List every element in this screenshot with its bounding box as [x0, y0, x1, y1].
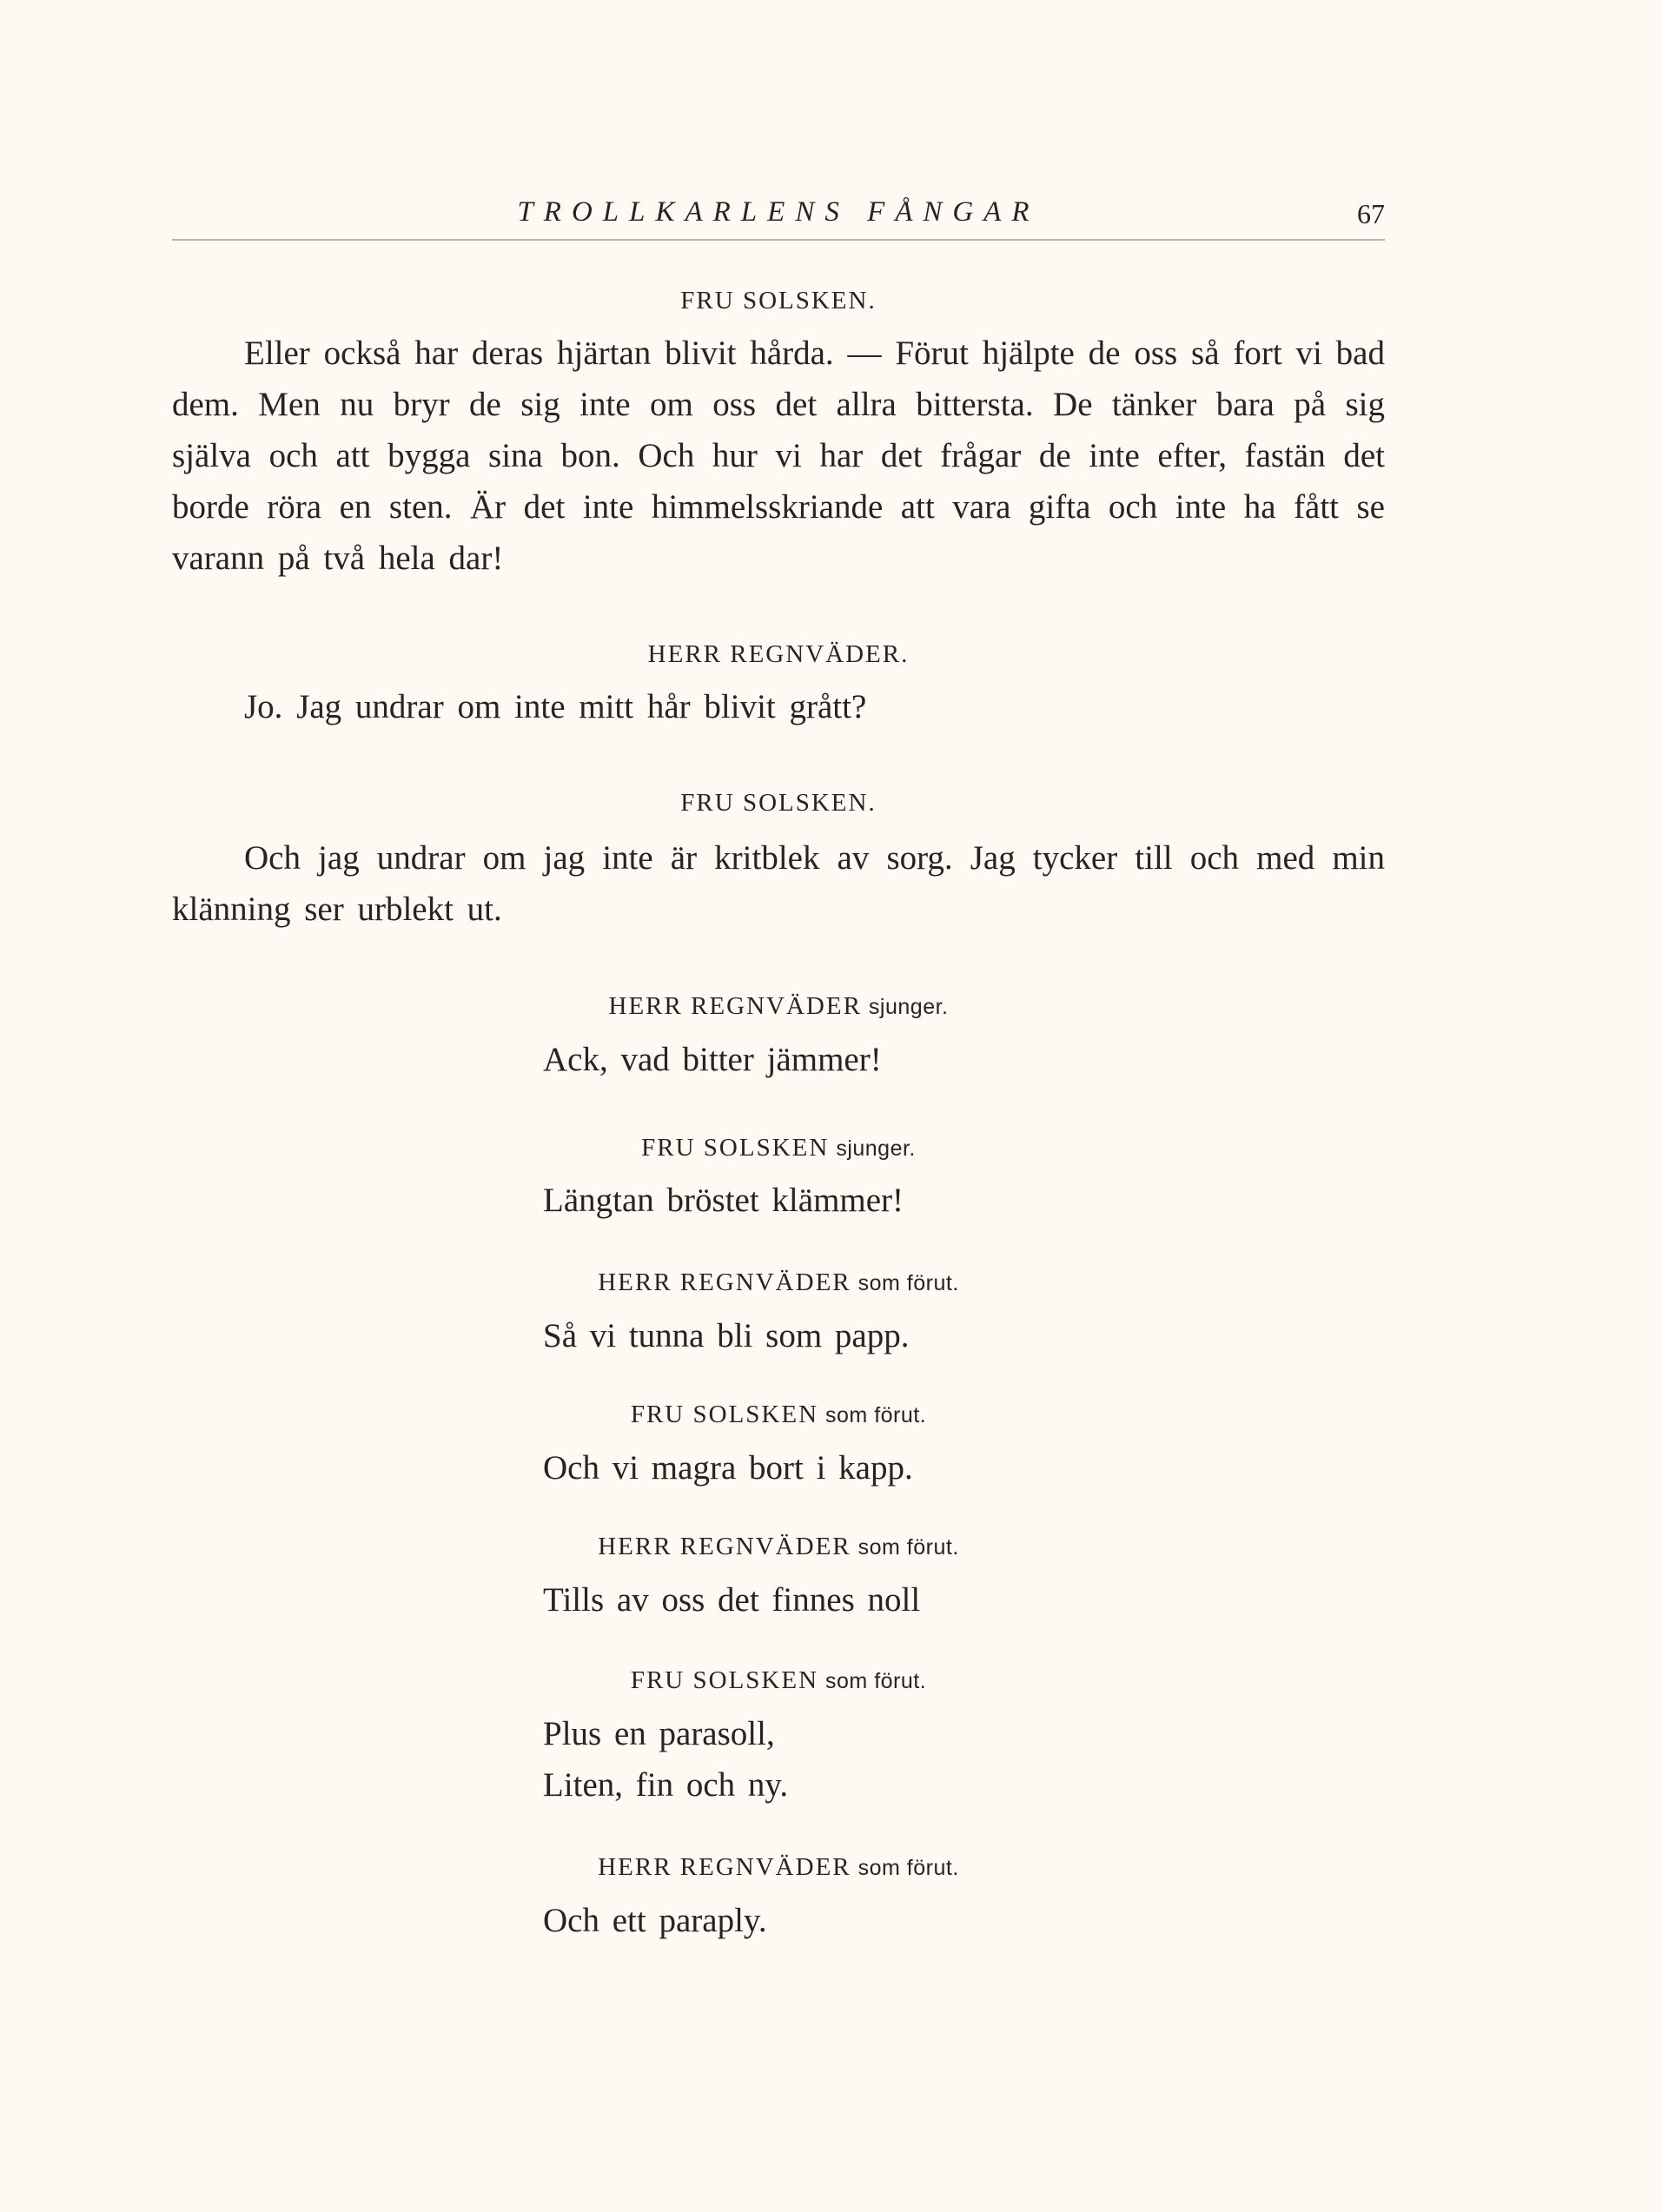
- verse-line: Ack, vad bitter jämmer!: [543, 1041, 882, 1078]
- speaker-fru-solsken-5: [172, 1666, 1385, 1695]
- speaker-label: FRU SOLSKEN.: [680, 287, 877, 315]
- speaker-label: FRU SOLSKEN som förut.: [630, 1401, 927, 1428]
- verse-line: Längtan bröstet klämmer!: [543, 1182, 904, 1219]
- speech-text-2: [172, 681, 1385, 732]
- verse-3: [543, 1310, 909, 1361]
- prose-paragraph: Eller också har deras hjärtan blivit hårda. — Förut hjälpte de oss så fort vi bad dem. Men nu bryr de sig inte om oss det allra bittersta. De tänker bara på sig själva och att bygga sina bon. Och hur vi har det frågar de inte efter, fastän det borde röra en sten. Är det inte himmelsskriande att vara gifta och inte ha fått se varann på två hela dar!: [172, 334, 1385, 577]
- verse-line: Så vi tunna bli som papp.: [543, 1317, 910, 1354]
- verse-2: [543, 1175, 904, 1226]
- page-header: [172, 193, 1385, 235]
- speaker-label: HERR REGNVÄDER som förut.: [598, 1853, 959, 1881]
- speaker-label: HERR REGNVÄDER som förut.: [598, 1268, 959, 1296]
- speaker-herr-regnvader-2: [172, 992, 1385, 1021]
- verse-line: Och vi magra bort i kapp.: [543, 1449, 913, 1487]
- stage-direction: som förut.: [857, 1856, 959, 1880]
- verse-6: [543, 1708, 788, 1811]
- prose-paragraph: Jo. Jag undrar om inte mitt hår blivit grått?: [244, 688, 867, 725]
- speech-fru-solsken-1: [172, 287, 1385, 315]
- speaker-label: FRU SOLSKEN.: [680, 789, 877, 817]
- speech-fru-solsken-2: [172, 789, 1385, 818]
- page-number: 67: [1357, 198, 1385, 229]
- speech-herr-regnvader-1: [172, 640, 1385, 669]
- verse-line: Liten, fin och ny.: [543, 1766, 789, 1804]
- speaker-label: HERR REGNVÄDER.: [647, 640, 910, 668]
- verse-line: Tills av oss det finnes noll: [543, 1581, 921, 1619]
- stage-direction: sjunger.: [868, 995, 949, 1019]
- verse-4: [543, 1442, 913, 1493]
- running-title: TROLLKARLENS FÅNGAR: [517, 196, 1040, 228]
- header-rule: [172, 239, 1385, 241]
- stage-direction: som förut.: [825, 1403, 927, 1427]
- stage-direction: som förut.: [857, 1271, 959, 1295]
- prose-paragraph: Och jag undrar om jag inte är kritblek av sorg. Jag tycker till och med min klänning ser urblekt ut.: [172, 839, 1385, 928]
- verse-7: [543, 1895, 767, 1946]
- verse-1: [543, 1034, 882, 1085]
- speech-text-1: [172, 328, 1385, 584]
- stage-direction: sjunger.: [836, 1136, 916, 1161]
- verse-5: [543, 1574, 920, 1626]
- speaker-label: HERR REGNVÄDER sjunger.: [608, 992, 949, 1020]
- speaker-fru-solsken-3: [172, 1134, 1385, 1162]
- verse-line: Och ett paraply.: [543, 1902, 767, 1939]
- speaker-fru-solsken-4: [172, 1401, 1385, 1429]
- verse-line: Plus en parasoll,: [543, 1715, 775, 1752]
- speaker-label: FRU SOLSKEN sjunger.: [641, 1134, 916, 1162]
- speaker-label: HERR REGNVÄDER som förut.: [598, 1533, 959, 1560]
- speaker-label: FRU SOLSKEN som förut.: [630, 1666, 927, 1694]
- stage-direction: som förut.: [857, 1535, 959, 1560]
- speaker-herr-regnvader-5: [172, 1853, 1385, 1882]
- speech-text-3: [172, 832, 1385, 935]
- stage-direction: som förut.: [825, 1669, 927, 1693]
- speaker-herr-regnvader-4: [172, 1533, 1385, 1561]
- speaker-herr-regnvader-3: [172, 1268, 1385, 1297]
